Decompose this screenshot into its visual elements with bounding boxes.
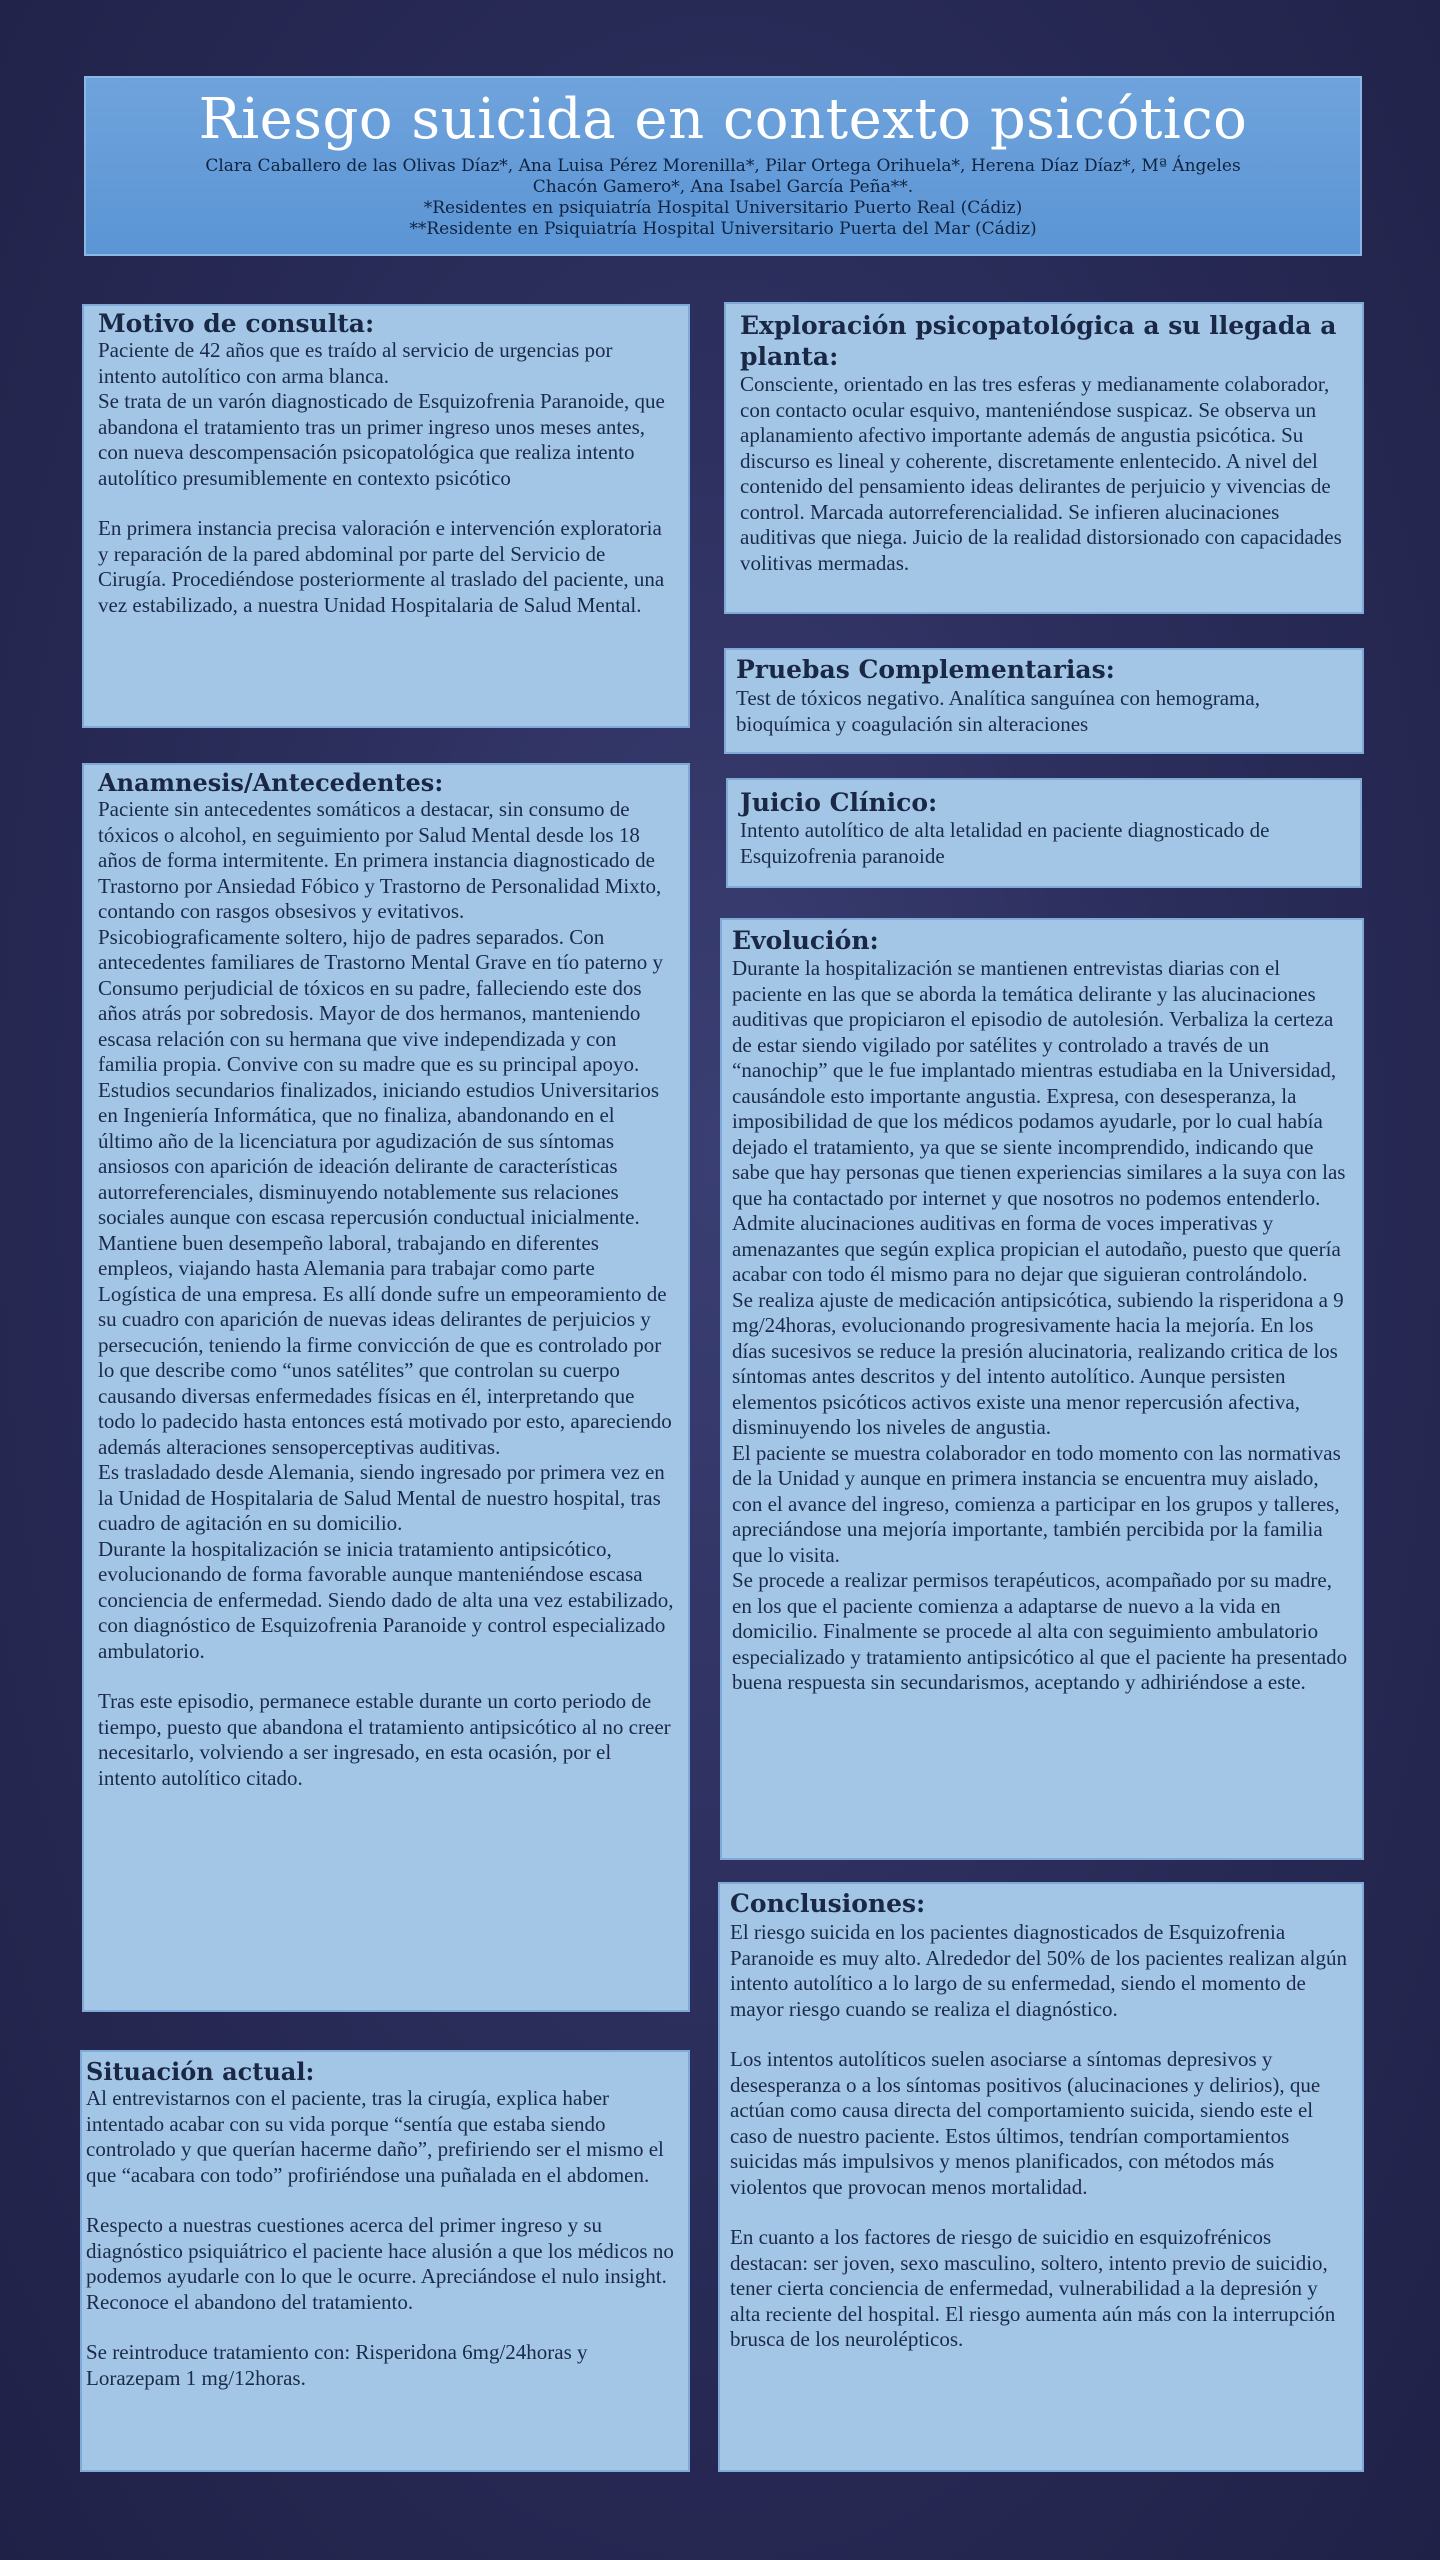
section-juicio-clinico [726, 778, 1362, 888]
heading-motivo-consulta: Motivo de consulta: [98, 309, 375, 338]
heading-exploracion: Exploración psicopatológica a su llegada a planta: [740, 311, 1337, 371]
heading-evolucion: Evolución: [732, 926, 879, 955]
section-situacion-actual [80, 2050, 690, 2472]
text-situacion-3: Se reintroduce tratamiento con: Risperidona 6mg/24horas y Lorazepam 1 mg/12horas. [86, 2340, 588, 2390]
text-conclusiones-2: Los intentos autolíticos suelen asociarse a síntomas depresivos y desesperanza o a los síntomas positivos (alucinaciones y delirios), que actúan como causa directa del comportamiento suicida, siendo este el caso de nuestro paciente. Estos últimos, tendrían comportamientos suicidas más impulsivos y menos planificados, con métodos más violentos que provocan menos mortalidad. [730, 2047, 1321, 2199]
text-evolucion-1: Durante la hospitalización se mantienen entrevistas diarias con el paciente en las que se aborda la temática delirante y las alucinaciones auditivas que propiciaron el episodio de autolesión. Verbaliza la certeza de estar siendo vigilado por satélites y controlado a través de un “nanochip” que le fue implantado mientras estudiaba en la Universidad, causándole esto importante angustia. Expresa, con desesperanza, la imposibilidad de que los médicos podamos ayudarle, por lo cual había dejado el tratamiento, ya que se siente incomprendido, indicando que sabe que hay personas que tienen experiencias similares a la suya con las que ha contactado por internet y que nosotros no podemos entenderlo. Admite alucinaciones auditivas en forma de voces imperativas y amenazantes que según explica propician el autodaño, puesto que quería acabar con todo él mismo para no dejar que siguieran controlándolo. Se realiza ajuste de medicación antipsicótica, subiendo la risperidona a 9 mg/24horas, evolucionando progresivamente hacia la mejoría. En los días sucesivos se reduce la presión alucinatoria, realizando critica de los síntomas antes descritos y del intento autolítico. Aunque persisten elementos psicóticos activos existe una menor repercusión afectiva, disminuyendo los niveles de angustia. El paciente se muestra colaborador en todo momento con las normativas de la Unidad y aunque en primera instancia se encuentra muy aislado, con el avance del ingreso, comienza a participar en los grupos y talleres, apreciándose una mejoría importante, también percibida por la familia que lo visita. Se procede a realizar permisos terapéuticos, acompañado por su madre, en los que el paciente comienza a adaptarse de nuevo a la vida en domicilio. Finalmente se procede al alta con seguimiento ambulatorio especializado y tratamiento antipsicótico al que el paciente ha presentado buena respuesta sin secundarismos, aceptando y adhiriéndose a este. [732, 956, 1348, 1694]
text-conclusiones-1: El riesgo suicida en los pacientes diagnosticados de Esquizofrenia Paranoide es muy alto. Alrededor del 50% de los pacientes realizan algún intento autolítico a lo largo de su enfermedad, siendo el momento de mayor riesgo cuando se realiza el diagnóstico. [730, 1920, 1347, 2021]
section-conclusiones [718, 1882, 1364, 2472]
text-pruebas-1: Test de tóxicos negativo. Analítica sanguínea con hemograma, bioquímica y coagulación sin alteraciones [736, 686, 1260, 736]
text-conclusiones-3: En cuanto a los factores de riesgo de suicidio en esquizofrénicos destacan: ser joven, sexo masculino, soltero, intento previo de suicidio, tener cierta conciencia de enfermedad, vulnerabilidad a la depresión y alta reciente del hospital. El riesgo aumenta aún más con la interrupción brusca de los neurolépticos. [730, 2225, 1336, 2351]
poster-authors: Clara Caballero de las Olivas Díaz*, Ana Luisa Pérez Morenilla*, Pilar Ortega Orihuela*, Herena Díaz Díaz*, Mª Ángeles Chacón Gamero*, Ana Isabel García Peña**. [205, 156, 1241, 197]
text-motivo-1: Paciente de 42 años que es traído al servicio de urgencias por intento autolítico con arma blanca. Se trata de un varón diagnosticado de Esquizofrenia Paranoide, que abandona el tratamiento tras un primer ingreso unos meses antes, con nueva descompensación psicopatológica que realiza intento autolítico presumiblemente en contexto psicótico [98, 338, 665, 490]
poster-title: Riesgo suicida en contexto psicótico [198, 87, 1248, 152]
text-motivo-2: En primera instancia precisa valoración e intervención exploratoria y reparación de la pared abdominal por parte del Servicio de Cirugía. Procediéndose posteriormente al traslado del paciente, una vez estabilizado, a nuestra Unidad Hospitalaria de Salud Mental. [98, 516, 665, 617]
section-anamnesis [82, 763, 690, 2012]
section-exploracion [724, 302, 1364, 614]
poster-header [84, 76, 1362, 256]
text-exploracion-1: Consciente, orientado en las tres esferas y medianamente colaborador, con contacto ocular esquivo, manteniéndose suspicaz. Se observa un aplanamiento afectivo importante además de angustia psicótica. Su discurso es lineal y coherente, discretamente enlentecido. A nivel del contenido del pensamiento ideas delirantes de perjuicio y vivencias de control. Marcada autorreferencialidad. Se infieren alucinaciones auditivas que niega. Juicio de la realidad distorsionado con capacidades volitivas mermadas. [740, 372, 1342, 575]
section-evolucion [720, 918, 1364, 1860]
text-anamnesis-1: Paciente sin antecedentes somáticos a destacar, sin consumo de tóxicos o alcohol, en seguimiento por Salud Mental desde los 18 años de forma intermitente. En primera instancia diagnosticado de Trastorno por Ansiedad Fóbico y Trastorno de Personalidad Mixto, contando con rasgos obsesivos y evitativos. Psicobiograficamente soltero, hijo de padres separados. Con antecedentes familiares de Trastorno Mental Grave en tío paterno y Consumo perjudicial de tóxicos en su padre, falleciendo este dos años atrás por sobredosis. Mayor de dos hermanos, manteniendo escasa relación con su hermana que vive independizada y con familia propia. Convive con su madre que es su principal apoyo. Estudios secundarios finalizados, iniciando estudios Universitarios en Ingeniería Informática, que no finaliza, abandonando en el último año de la licenciatura por agudización de sus síntomas ansiosos con aparición de ideación delirante de características autorreferenciales, disminuyendo notablemente sus relaciones sociales aunque con escasa repercusión conductual inicialmente. Mantiene buen desempeño laboral, trabajando en diferentes empleos, viajando hasta Alemania para trabajar como parte Logística de una empresa. Es allí donde sufre un empeoramiento de su cuadro con aparición de nuevas ideas delirantes de perjuicios y persecución, teniendo la firme convicción de que es controlado por lo que describe como “unos satélites” que controlan su cuerpo causando diversas enfermedades físicas en él, interpretando que todo lo padecido hasta entonces está motivado por esto, apareciendo además alteraciones sensoperceptivas auditivas. Es trasladado desde Alemania, siendo ingresado por primera vez en la Unidad de Hospitalaria de Salud Mental de nuestro hospital, tras cuadro de agitación en su domicilio. Durante la hospitalización se inicia tratamiento antipsicótico, evolucionando de forma favorable aunque manteniéndose escasa conciencia de enfermedad. Siendo dado de alta una vez estabilizado, con diagnóstico de Esquizofrenia Paranoide y control especializado ambulatorio. [98, 797, 674, 1663]
text-situacion-1: Al entrevistarnos con el paciente, tras la cirugía, explica haber intentado acabar con su vida porque “sentía que estaba siendo controlado y que querían hacerme daño”, prefiriendo ser el mismo el que “acabara con todo” profiriéndose una puñalada en el abdomen. [86, 2086, 664, 2187]
heading-anamnesis: Anamnesis/Antecedentes: [98, 768, 444, 797]
heading-pruebas: Pruebas Complementarias: [736, 655, 1115, 684]
affiliation-resident: **Residente en Psiquiatría Hospital Universitario Puerta del Mar (Cádiz) [409, 219, 1037, 239]
heading-situacion-actual: Situación actual: [86, 2057, 315, 2086]
section-pruebas [724, 648, 1364, 754]
affiliation-residents: *Residentes en psiquiatría Hospital Universitario Puerto Real (Cádiz) [423, 198, 1023, 218]
section-motivo-consulta [82, 304, 690, 728]
text-juicio-1: Intento autolítico de alta letalidad en paciente diagnosticado de Esquizofrenia paranoide [740, 818, 1270, 868]
text-situacion-2: Respecto a nuestras cuestiones acerca del primer ingreso y su diagnóstico psiquiátrico el paciente hace alusión a que los médicos no podemos ayudarle con lo que le ocurre. Apreciándose el nulo insight. Reconoce el abandono del tratamiento. [86, 2213, 674, 2314]
text-anamnesis-2: Tras este episodio, permanece estable durante un corto periodo de tiempo, puesto que abandona el tratamiento antipsicótico al no creer necesitarlo, volviendo a ser ingresado, en esta ocasión, por el intento autolítico citado. [98, 1689, 671, 1790]
heading-conclusiones: Conclusiones: [730, 1889, 926, 1918]
heading-juicio-clinico: Juicio Clínico: [740, 788, 938, 817]
